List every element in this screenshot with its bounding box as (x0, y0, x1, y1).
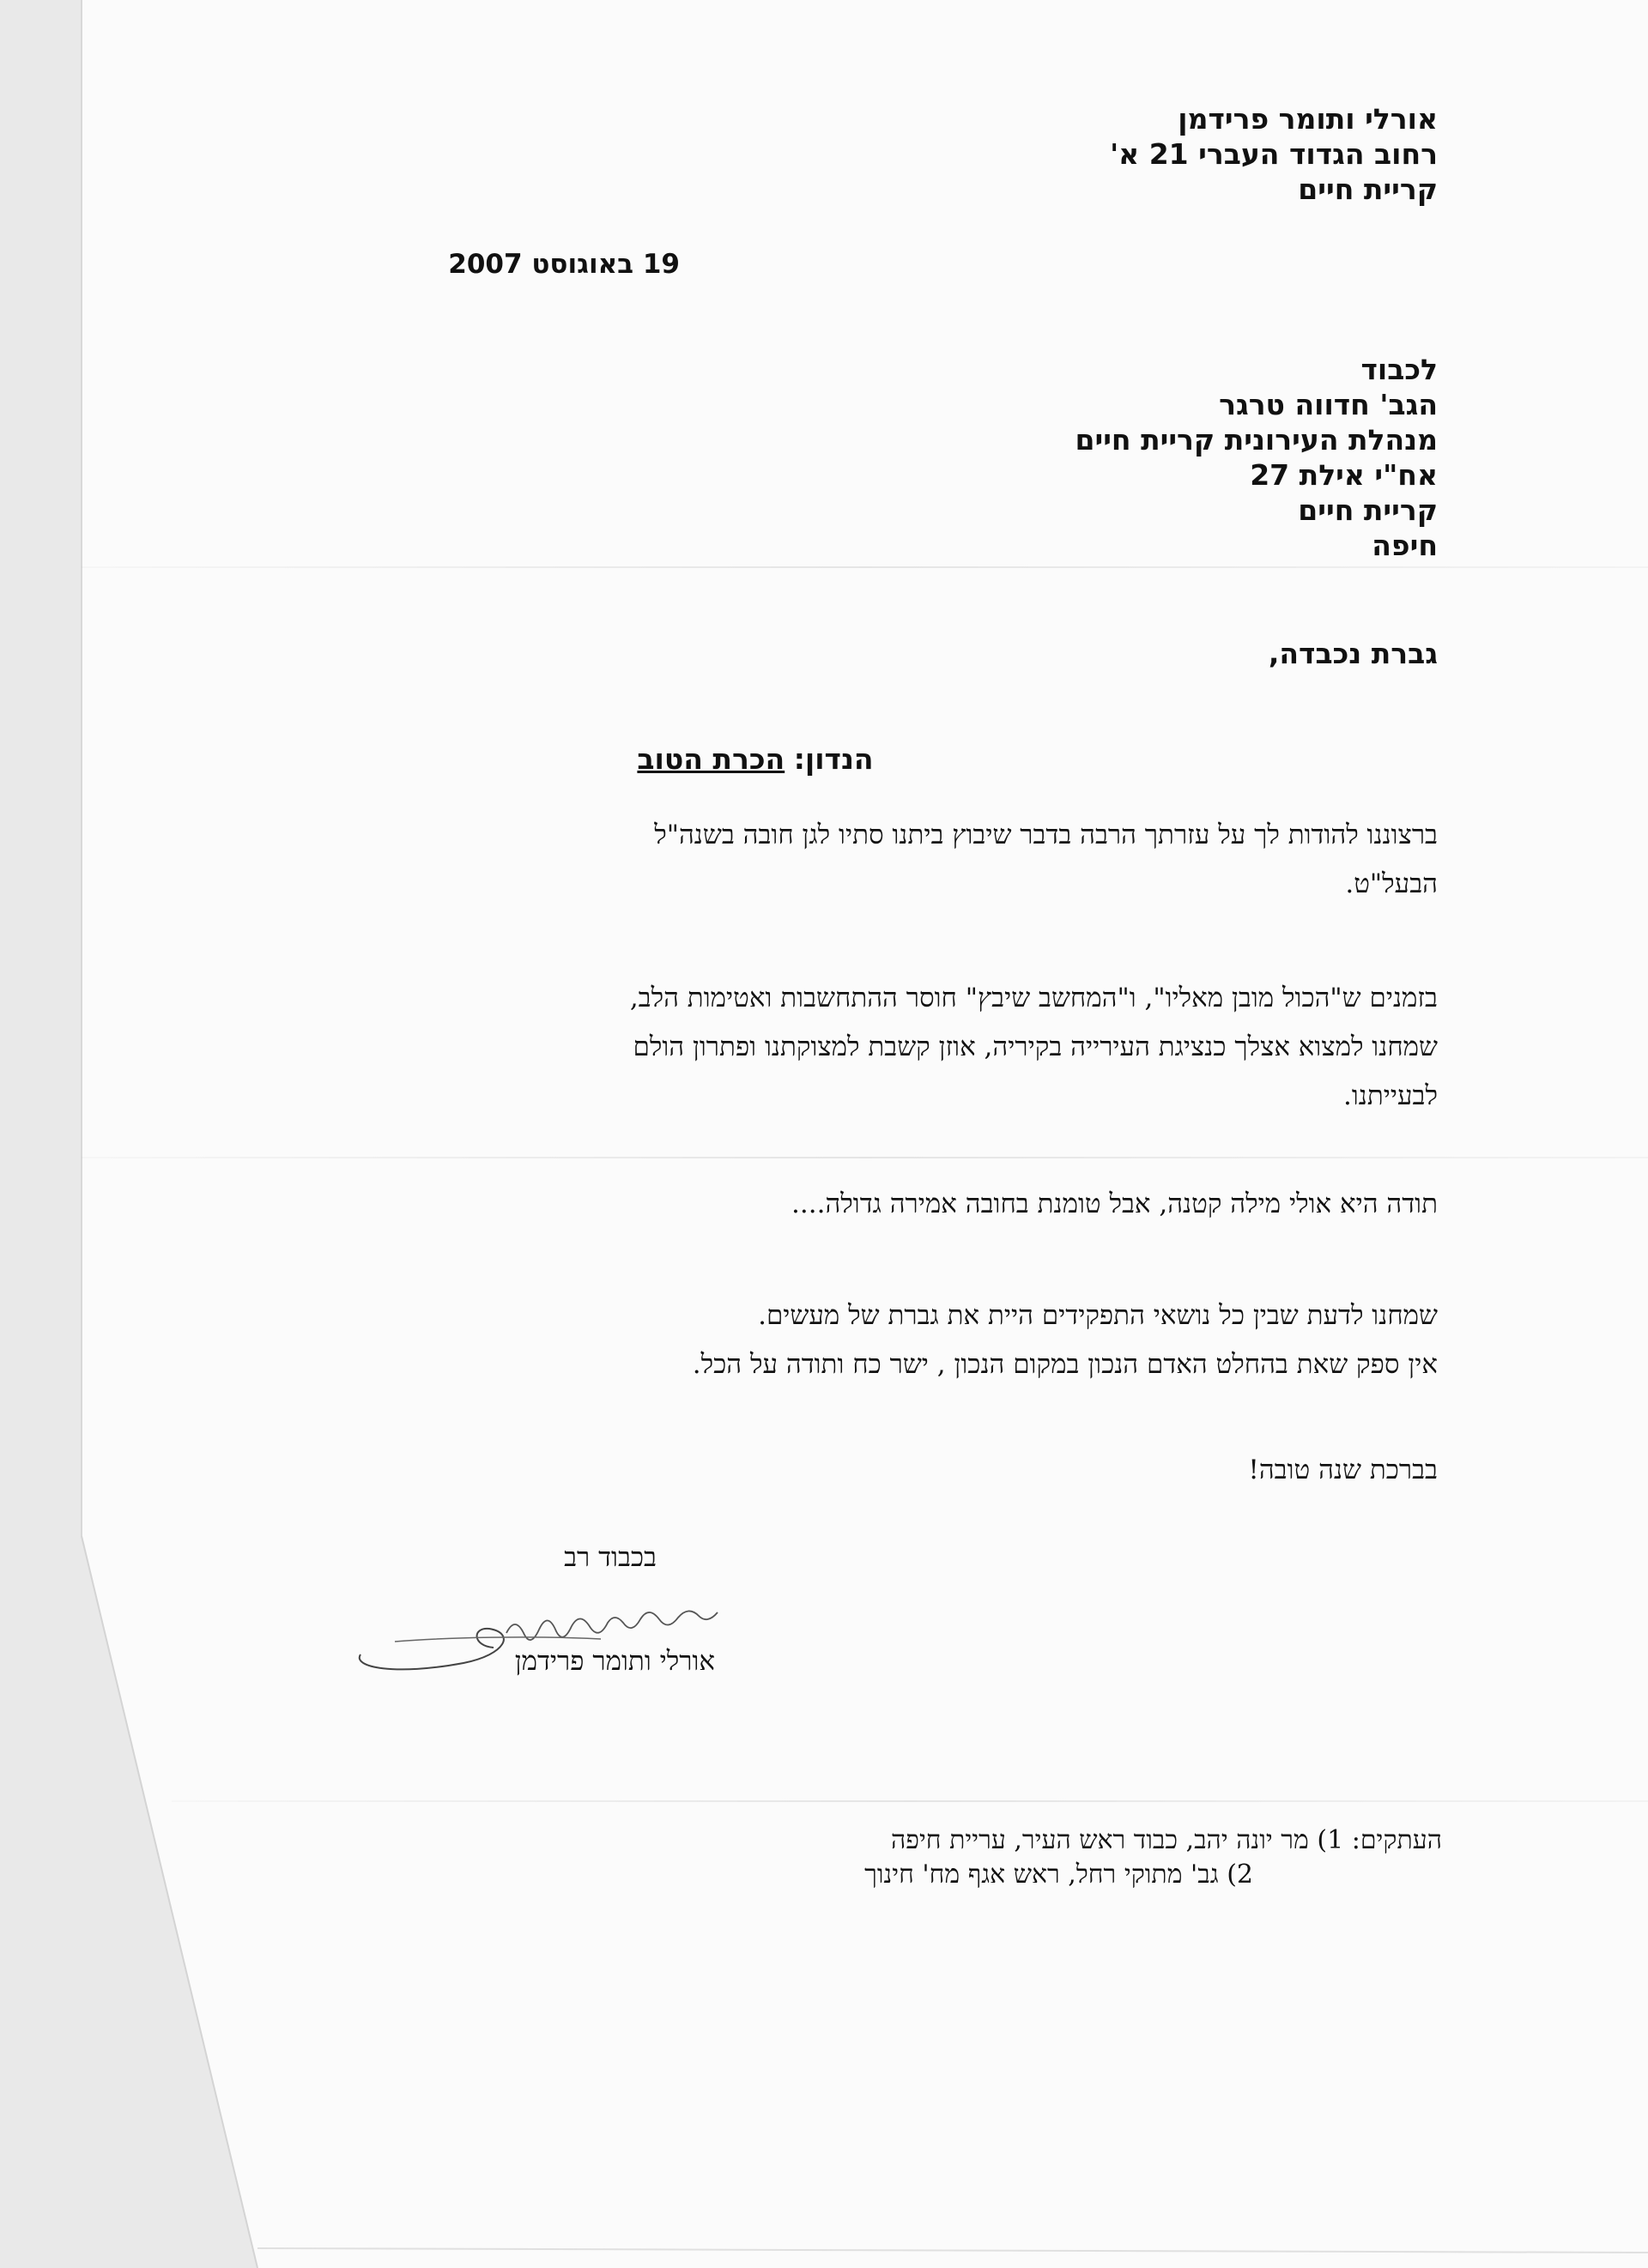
sender-street: רחוב הגדוד העברי 21 א' (1110, 137, 1438, 171)
body-line: לבעייתנו. (1342, 1080, 1438, 1111)
recipient-line: הגב' חדווה טרגר (1219, 388, 1438, 421)
closing: בכבוד רב (564, 1542, 657, 1573)
sender-address (1110, 101, 1438, 207)
body-paragraph-4 (693, 1291, 1438, 1389)
body-line: ברצוננו להודות לך על עזרתך הרבה בדבר שיבוץ ביתנו סתיו לגן חובה בשנה"ל (654, 820, 1438, 850)
recipient-line: אח"י אילת 27 (1250, 458, 1438, 492)
body-paragraph-2 (630, 974, 1438, 1121)
subject-line (0, 742, 1648, 776)
salutation: גברת נכבדה, (1268, 637, 1438, 670)
recipient-line: קריית חיים (1298, 493, 1438, 527)
body-paragraph-5 (1248, 1446, 1438, 1495)
subject-topic: הכרת הטוב (637, 742, 785, 776)
subject-label: הנדון: (793, 742, 874, 776)
sender-name: אורלי ותומר פרידמן (1178, 102, 1438, 136)
body-line: אין ספק שאת בהחלט האדם הנכון במקום הנכון , ישר כח ותודה על הכל. (692, 1349, 1438, 1380)
recipient-line: מנהלת העירונית קריית חיים (1075, 423, 1438, 457)
body-line: בברכת שנה טובה! (1248, 1455, 1438, 1485)
copies-row-2 (864, 1858, 1442, 1892)
copies-section (864, 1823, 1442, 1892)
body-line: הבעל"ט. (1345, 868, 1438, 899)
body-paragraph-1 (654, 811, 1438, 909)
recipient-line: חיפה (1372, 529, 1438, 562)
body-line: בזמנים ש"הכול מובן מאליו", ו"המחשב שיבץ" חוסר ההתחשבות ואטימות הלב, (629, 983, 1438, 1013)
body-line: שמחנו למצוא אצלך כנציגת העירייה בקיריה, אוזן קשבת למצוקתנו ופתרון הולם (633, 1031, 1438, 1062)
fold-line-middle (82, 1157, 1648, 1158)
body-paragraph-3 (791, 1180, 1438, 1229)
recipient-line: לכבוד (1360, 353, 1438, 386)
recipient-address (1075, 352, 1438, 563)
fold-line-lower (172, 1800, 1648, 1802)
copies-item: 1) מר יונה יהב, כבוד ראש העיר, עריית חיפה (890, 1825, 1344, 1855)
sender-city: קריית חיים (1298, 172, 1438, 206)
copies-label: העתקים: (1351, 1825, 1442, 1855)
body-line: תודה היא אולי מילה קטנה, אבל טומנת בחובה אמירה גדולה.... (791, 1188, 1438, 1219)
body-line: שמחנו לדעת שבין כל נושאי התפקידים היית את גברת של מעשים. (758, 1300, 1438, 1331)
letter-date: 19 באוגוסט 2007 (448, 249, 680, 280)
signature-printed-name: אורלי ותומר פרידמן (514, 1646, 715, 1677)
fold-line-upper (82, 566, 1648, 568)
copies-item: 2) גב' מתוקי רחל, ראש אגף מח' חינוך (864, 1860, 1253, 1890)
copies-row-1 (864, 1823, 1442, 1858)
